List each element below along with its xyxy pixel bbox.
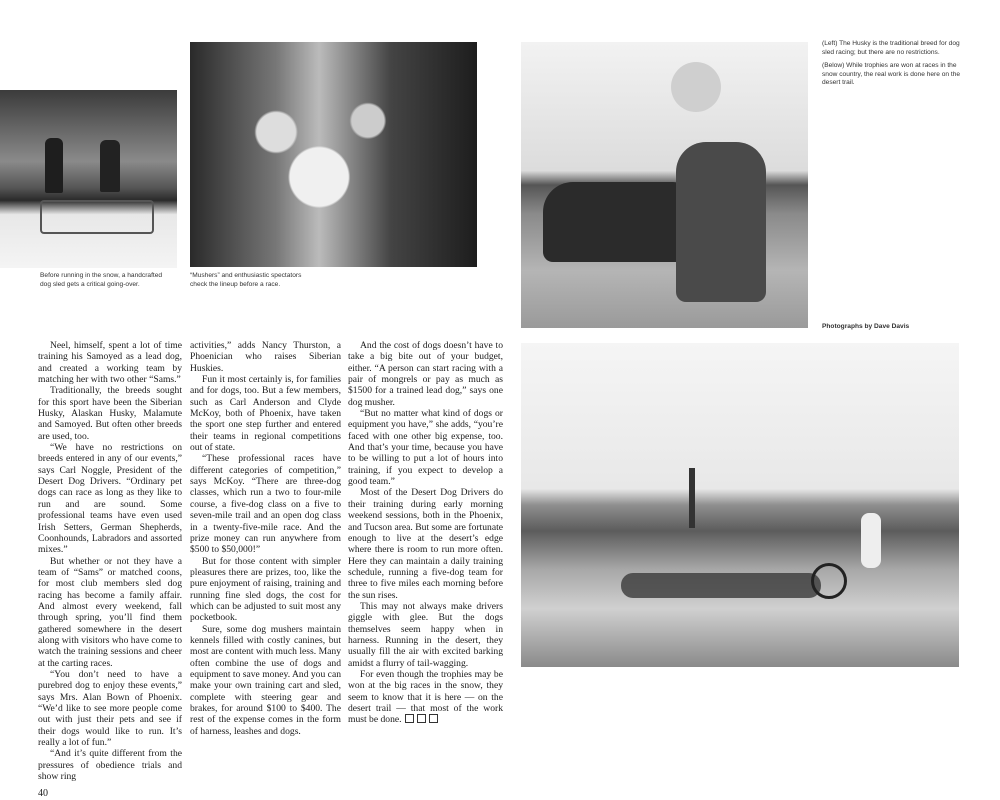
caption-line: check the lineup before a race.	[190, 280, 281, 288]
paragraph: Fun it most certainly is, for families and for dogs, too. But a few members, such as Carl Anderson and Clyde McKoy, both of Phoenix, have taken the sport one step further and entered their teams in regional competitions out of state.	[190, 374, 341, 454]
husky-dog	[543, 182, 693, 262]
photo-credit: Photographs by Dave Davis	[822, 323, 910, 330]
cart-wheel	[811, 563, 847, 599]
photo-desert-trail	[521, 343, 959, 667]
photo-mushers	[190, 42, 477, 267]
paragraph: Traditionally, the breeds sought for this sport have been the Siberian Husky, Alaskan Husky, Malamute and Samoyed. But often other breeds are used, too.	[38, 385, 182, 442]
person-figure	[100, 140, 120, 192]
paragraph: Neel, himself, spent a lot of time training his Samoyed as a lead dog, and created a working team by matching her with two other “Sams.”	[38, 340, 182, 386]
saguaro-cactus	[689, 468, 695, 528]
husky-dog	[676, 142, 766, 302]
paragraph: “And it’s quite different from the pressures of obedience trials and show ring	[38, 748, 182, 783]
side-caption-below: (Below) While trophies are won at races in the snow country, the real work is done here on the desert trail.	[822, 62, 961, 87]
paragraph: This may not always make drivers giggle with glee. But the dogs themselves seem happy when in harness. Running in the desert, they usually fill the air with excited barking amidst a flurry of tail-wagging.	[348, 600, 503, 669]
photo-husky	[521, 42, 808, 328]
caption-line: Before running in the snow, a handcrafted	[40, 272, 163, 279]
paragraph: Sure, some dog mushers maintain kennels filled with costly canines, but most are content with much less. Many often combine the use of dogs and equipment to save money. And you can make your own training cart and sled, complete with steering gear and brakes, for around $100 to $400. The rest of the expense comes in the form of harness, leashes and dogs.	[190, 623, 341, 737]
end-mark-icon	[417, 714, 426, 723]
paragraph: But for those content with simpler pleasures there are prizes, too, like the pure enjoyment of raising, training and running fine sled dogs, the cost for which can be adjusted to suit most any pocketbook.	[190, 555, 341, 624]
text-column-3	[348, 340, 503, 726]
side-caption-left: (Left) The Husky is the traditional breed for dog sled racing; but there are no restrictions.	[822, 40, 960, 56]
paragraph: “But no matter what kind of dogs or equipment you have,” she adds, “you’re faced with one other big expense, too. And that’s your time, because you have to be willing to put a lot of hours into training, if you expect to develop a good team.”	[348, 408, 503, 488]
boy-figure	[671, 62, 721, 112]
text-column-2	[190, 340, 341, 737]
text-column-1	[38, 340, 182, 800]
paragraph: “These professional races have different categories of competition,” says McKoy. “There are three-dog classes, which run a two to four-mile course, a five-dog class on a five to seven-mile trail and an open dog class in a twenty-five-mile race. And the prize money can run anywhere from $500 to $50,000!”	[190, 453, 341, 556]
photo-snow-sled	[0, 90, 177, 268]
caption-line: “Mushers” and enthusiastic spectators	[190, 272, 302, 279]
paragraph: Most of the Desert Dog Drivers do their training during early morning weekend sessions, both in the Phoenix, and Tucson area. But some are fortunate enough to live at the desert’s edge where there is room to run more often. Here they can maintain a daily training schedule, running a five-dog team for three to five miles each morning before the sun rises.	[348, 487, 503, 601]
caption-line: dog sled gets a critical going-over.	[40, 280, 140, 288]
sled-shape	[40, 200, 154, 234]
end-mark-icon	[429, 714, 438, 723]
paragraph: But whether or not they have a team of “Sams” or matched coons, for most club members sled dog racing has become a family affair. And almost every weekend, fall through spring, you’ll find them gathered somewhere in the desert along with visitors who have come to watch the training sessions and cheer at the carting races.	[38, 555, 182, 669]
side-captions	[822, 40, 962, 88]
mushers-caption	[190, 272, 340, 289]
person-figure	[45, 138, 63, 193]
end-mark-icon	[405, 714, 414, 723]
dog-team	[621, 573, 821, 598]
page-number: 40	[38, 788, 48, 800]
paragraph: “You don’t need to have a purebred dog to enjoy these events,” says Mrs. Alan Bown of Phoenix. “We’d like to see more people come out with just their pets and see if their dogs would like to run. It’s really a lot of fun.”	[38, 668, 182, 749]
driver-figure	[861, 513, 881, 568]
paragraph: And the cost of dogs doesn’t have to take a big bite out of your budget, either. “A person can start racing with a pair of mongrels or pay as much as $1500 for a trained lead dog,” says one dog musher.	[348, 340, 503, 408]
paragraph: For even though the trophies may be won at the big races in the snow, they seem to know that it is here — on the desert trail — that most of the work must be done.	[348, 668, 503, 726]
snow-sled-caption	[40, 272, 185, 289]
paragraph: activities,” adds Nancy Thurston, a Phoenician who raises Siberian Huskies.	[190, 340, 341, 374]
paragraph: “We have no restrictions on breeds entered in any of our events,” says Carl Noggle, President of the Desert Dog Drivers. “Ordinary pet dogs can race as long as they like to run and are sound. Some professional teams have even used Irish Setters, German Shepherds, Coonhounds, Labradors and assorted mixes.”	[38, 442, 182, 556]
